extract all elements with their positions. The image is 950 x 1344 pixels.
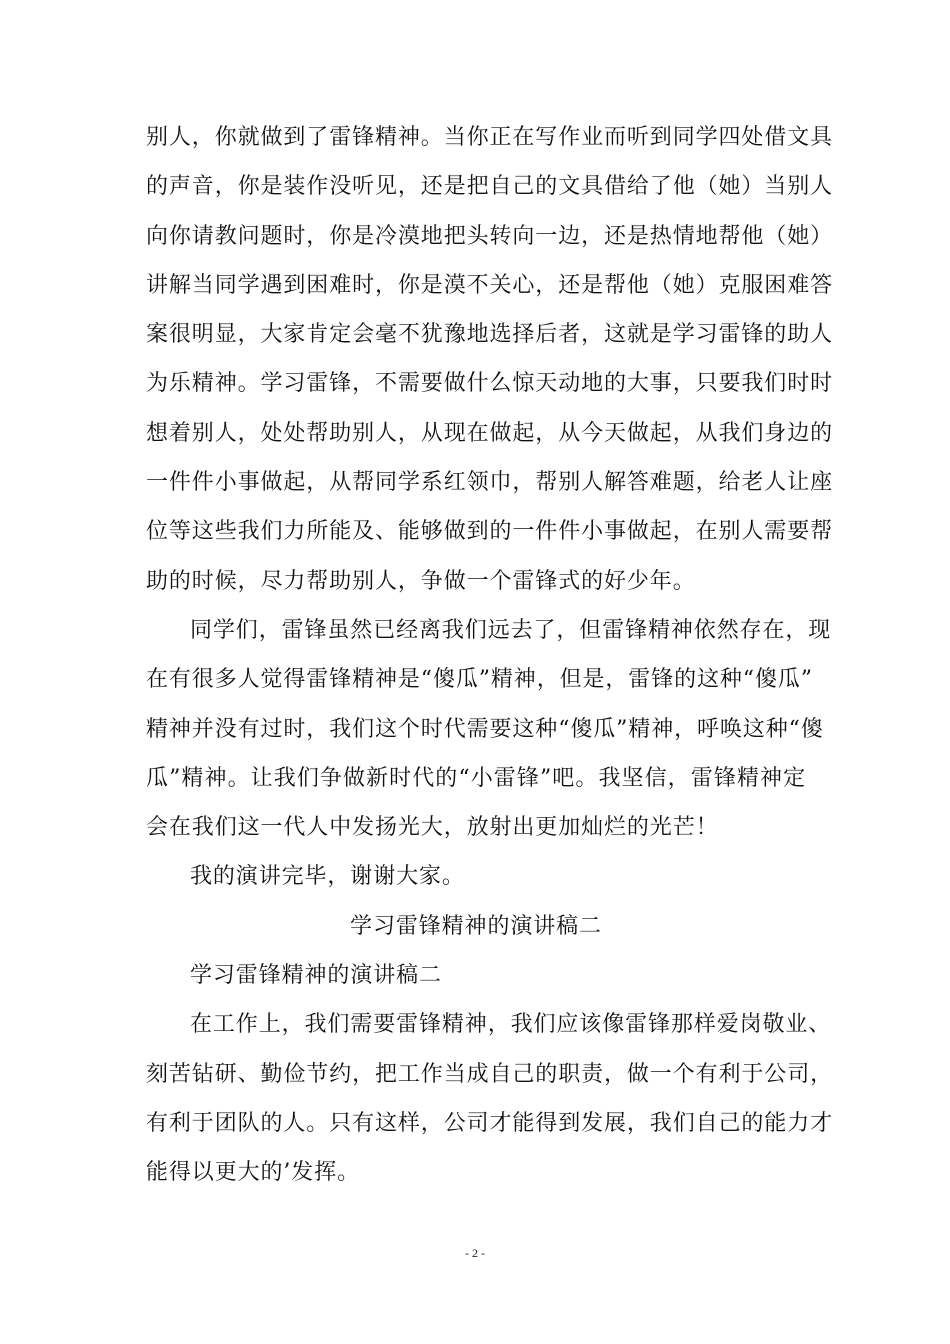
text-line: 刻苦钻研、勤俭节约，把工作当成自己的职责，做一个有利于公司， xyxy=(146,1061,834,1087)
text-line: 能得以更大的’发挥。 xyxy=(146,1160,360,1186)
text-line: 有利于团队的人。只有这样，公司才能得到发展，我们自己的能力才 xyxy=(146,1110,834,1136)
text-line: 会在我们这一代人中发扬光大，放射出更加灿烂的光芒！ xyxy=(146,815,719,841)
text-line: 瓜”精神。让我们争做新时代的“小雷锋”吧。我坚信，雷锋精神定 xyxy=(146,765,806,791)
paragraph-start-line: 在工作上，我们需要雷锋精神，我们应该像雷锋那样爱岗敬业、 xyxy=(190,1012,832,1038)
document-body xyxy=(146,113,834,1198)
paragraph-start-line: 同学们，雷锋虽然已经离我们远去了，但雷锋精神依然存在，现 xyxy=(190,617,832,643)
text-line: 一件件小事做起，从帮同学系红领巾，帮别人解答难题，给老人让座 xyxy=(146,470,834,496)
text-line: 精神并没有过时，我们这个时代需要这种“傻瓜”精神，呼唤这种“傻 xyxy=(146,716,824,742)
text-line: 案很明显，大家肯定会毫不犹豫地选择后者，这就是学习雷锋的助人 xyxy=(146,322,834,348)
text-line: 助的时候，尽力帮助别人，争做一个雷锋式的好少年。 xyxy=(146,568,696,594)
section-subtitle: 学习雷锋精神的演讲稿二 xyxy=(190,963,442,989)
text-line: 讲解当同学遇到困难时，你是漠不关心，还是帮他（她）克服困难答 xyxy=(146,272,834,298)
text-line: 向你请教问题时，你是冷漠地把头转向一边，还是热情地帮他（她） xyxy=(146,223,834,249)
text-line: 在有很多人觉得雷锋精神是“傻瓜”精神，但是，雷锋的这种“傻瓜” xyxy=(146,667,813,693)
text-line: 想着别人，处处帮助别人，从现在做起，从今天做起，从我们身边的 xyxy=(146,420,834,446)
text-line: 的声音，你是装作没听见，还是把自己的文具借给了他（她）当别人 xyxy=(146,174,834,200)
page-number: - 2 - xyxy=(465,1246,485,1260)
text-line: 别人，你就做到了雷锋精神。当你正在写作业而听到同学四处借文具 xyxy=(146,125,834,150)
closing-line: 我的演讲完毕，谢谢大家。 xyxy=(190,864,465,890)
text-line: 位等这些我们力所能及、能够做到的一件件小事做起，在别人需要帮 xyxy=(146,519,834,545)
section-title: 学习雷锋精神的演讲稿二 xyxy=(350,913,602,939)
text-line: 为乐精神。学习雷锋，不需要做什么惊天动地的大事，只要我们时时 xyxy=(146,371,834,397)
